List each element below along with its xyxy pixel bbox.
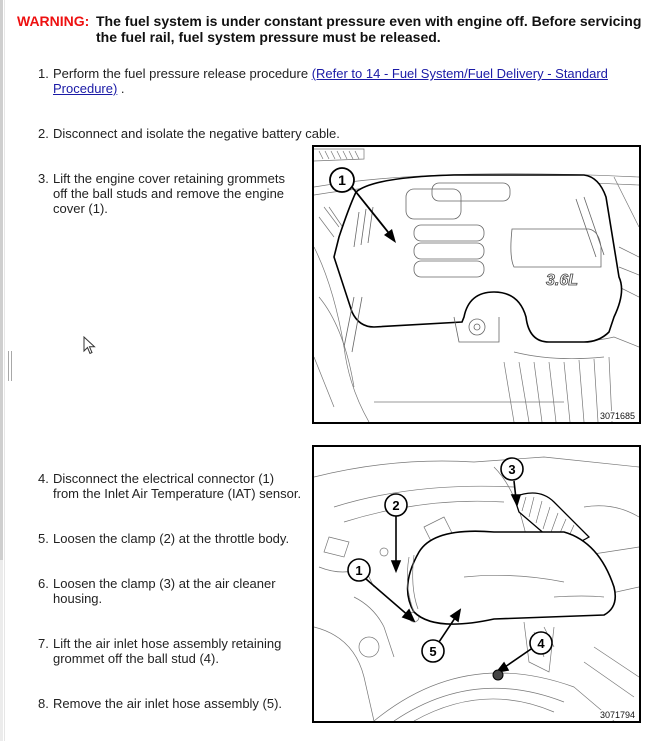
svg-text:3: 3 xyxy=(508,462,516,477)
step-number: 6. xyxy=(38,576,49,591)
figure-id: 3071794 xyxy=(599,710,635,720)
air-inlet-hose-illustration xyxy=(314,447,639,721)
step-number: 7. xyxy=(38,636,49,651)
svg-text:1: 1 xyxy=(355,563,363,578)
step-number: 8. xyxy=(38,696,49,711)
fuel-pressure-release-link[interactable]: (Refer to 14 - Fuel System/Fuel Delivery - Standard Procedure) xyxy=(53,66,608,96)
svg-text:1: 1 xyxy=(338,172,346,188)
air-inlet-hose-figure xyxy=(312,445,641,723)
step-number: 1. xyxy=(38,66,49,81)
step-text: Lift the air inlet hose assembly retaining grommet off the ball stud (4). xyxy=(53,636,282,666)
pane-splitter-handle[interactable] xyxy=(8,351,12,381)
figure-id: 3071685 xyxy=(599,411,635,421)
svg-text:4: 4 xyxy=(537,636,545,651)
step-text: Lift the engine cover retaining grommets off the ball studs and remove the engine cover (1). xyxy=(53,171,285,216)
step-text: Disconnect and isolate the negative battery cable. xyxy=(53,126,340,141)
step-text: Loosen the clamp (2) at the throttle body. xyxy=(53,531,290,546)
left-pane-edge-lower xyxy=(0,560,3,741)
warning-label: WARNING: xyxy=(17,13,90,29)
step-text: Perform the fuel pressure release procedure (Refer to 14 - Fuel System/Fuel Delivery - Standard Procedure) . xyxy=(53,66,608,96)
step-number: 4. xyxy=(38,471,49,486)
engine-cover-figure xyxy=(312,145,641,424)
warning-text: The fuel system is under constant pressure even with engine off. Before servicing the fuel rail, fuel system pressure must be released. xyxy=(96,13,642,45)
step-text: Disconnect the electrical connector (1) from the Inlet Air Temperature (IAT) sensor. xyxy=(53,471,302,501)
step-text: Remove the air inlet hose assembly (5). xyxy=(53,696,283,711)
step-number: 3. xyxy=(38,171,49,186)
pane-divider xyxy=(4,0,5,741)
engine-cover-illustration xyxy=(314,147,639,422)
mouse-cursor-icon xyxy=(83,336,97,356)
step-text: Loosen the clamp (3) at the air cleaner housing. xyxy=(53,576,276,606)
svg-text:5: 5 xyxy=(429,644,437,659)
engine-size-label: 3.6L xyxy=(546,272,579,289)
step-number: 2. xyxy=(38,126,49,141)
left-pane-edge xyxy=(0,0,3,560)
step-number: 5. xyxy=(38,531,49,546)
svg-text:2: 2 xyxy=(392,498,400,513)
